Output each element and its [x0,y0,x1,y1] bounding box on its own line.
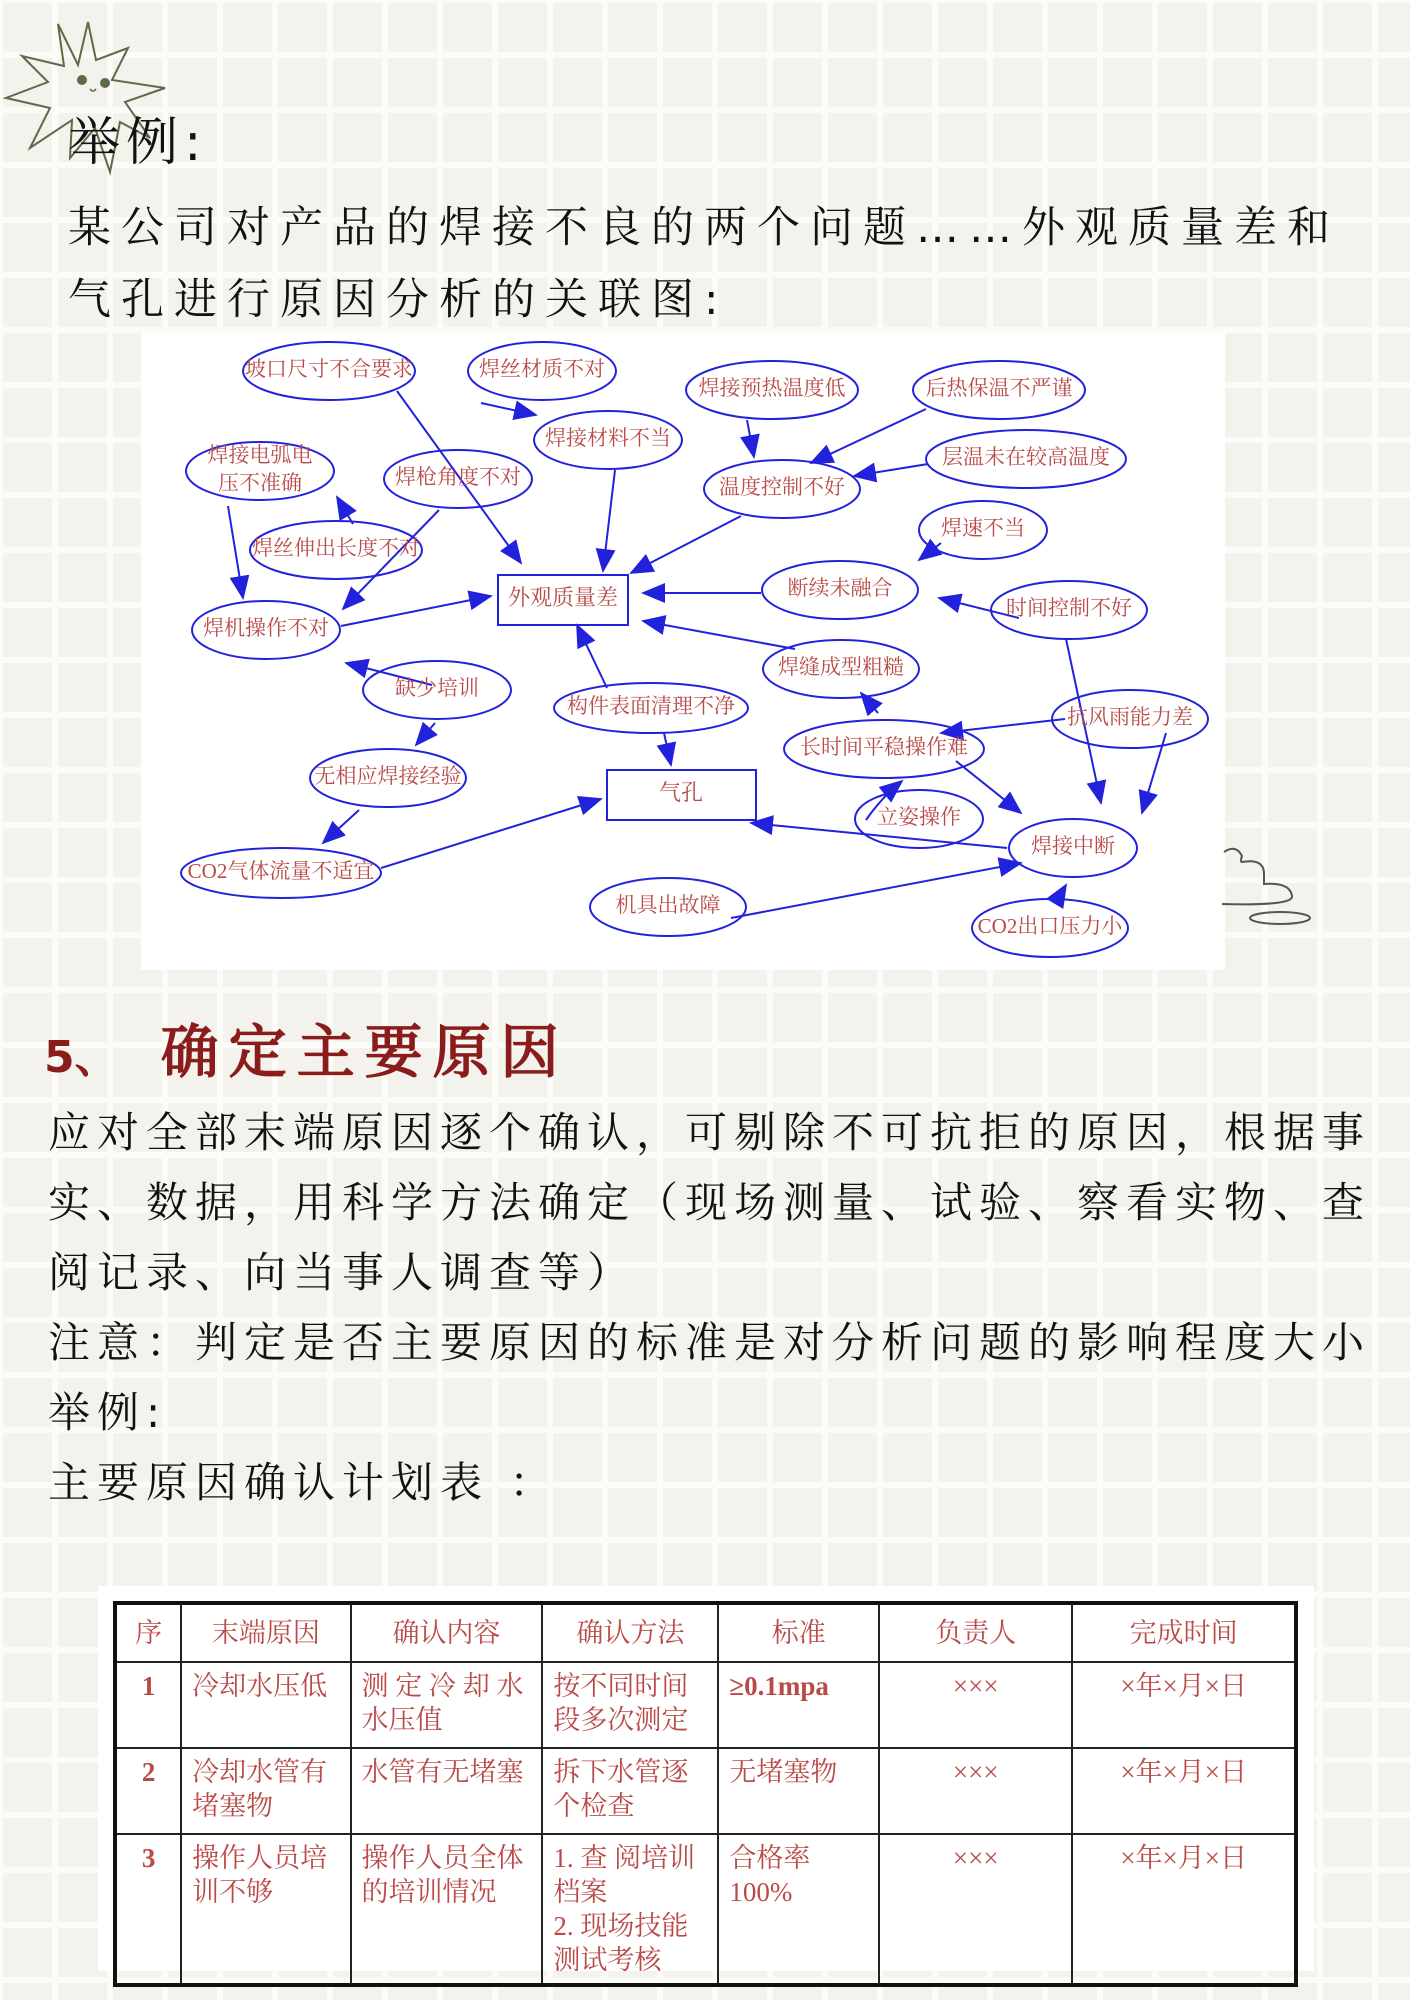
header-owner: 负责人 [879,1603,1072,1662]
node-temp-control: 温度控制不好 [719,474,845,499]
table-header-row [115,1603,1296,1662]
cell-time: ×年×月×日 [1072,1662,1296,1748]
table-row [115,1834,1296,1985]
confirmation-plan-table [113,1601,1298,1987]
body-paragraph-table-caption: 主要原因确认计划表 ： [48,1458,559,1507]
cell-time: ×年×月×日 [1072,1834,1296,1985]
cell-cause: 冷却水管有堵塞物 [181,1748,350,1834]
cell-no: 1 [115,1662,181,1748]
node-standing-operation: 立姿操作 [877,804,961,829]
cell-content: 水管有无堵塞 [351,1748,543,1834]
body-paragraph-1: 应对全部末端原因逐个确认，可剔除不可抗拒的原因，根据事实、数据，用科学方法确定（现场测量、试验、察看实物、查阅记录、向当事人调查等） [48,1108,1372,1297]
cell-standard: 无堵塞物 [718,1748,879,1834]
node-post-heat: 后热保温不严谨 [925,375,1073,400]
node-co2-flow: CO2气体流量不适宜 [187,858,375,883]
cloud-doodle-icon [1222,840,1322,930]
node-wire-stickout: 焊丝伸出长度不对 [252,535,420,560]
cell-content: 操作人员全体的培训情况 [351,1834,543,1985]
node-rough-seam: 焊缝成型粗糙 [778,654,904,679]
cell-method: 按不同时间段多次测定 [542,1662,718,1748]
node-intermittent-fusion: 断续未融合 [787,575,893,600]
node-surface-cleaning: 构件表面清理不净 [567,693,735,718]
node-interpass-temp: 层温未在较高温度 [942,444,1110,469]
body-paragraph-note: 注意：判定是否主要原因的标准是对分析问题的影响程度大小 [48,1318,1372,1367]
confirmation-plan-table-panel [98,1586,1314,1975]
cell-cause: 冷却水压低 [181,1662,350,1748]
cell-method: 1. 查 阅培训档案 2. 现场技能测试考核 [542,1834,718,1985]
body-paragraph-example: 举例: [48,1388,168,1437]
header-method: 确认方法 [542,1603,718,1662]
node-welding-speed: 焊速不当 [941,515,1025,540]
node-machine-operation: 焊机操作不对 [203,615,329,640]
node-no-experience: 无相应焊接经验 [314,763,462,788]
header-no: 序 [115,1603,181,1662]
cell-standard: 合格率100% [718,1834,879,1985]
intro-text: 某公司对产品的焊接不良的两个问题……外观质量差和气孔进行原因分析的关联图: [68,203,1340,325]
section-number: 5、 [44,1032,119,1083]
cell-owner: ××× [879,1662,1072,1748]
problem-porosity: 气孔 [658,780,704,806]
section-title: 确定主要原因 [160,1018,569,1086]
header-standard: 标准 [718,1603,879,1662]
node-co2-pressure: CO2出口压力小 [977,913,1123,938]
cell-standard: ≥0.1mpa [718,1662,879,1748]
cell-owner: ××× [879,1748,1072,1834]
header-cause: 末端原因 [181,1603,350,1662]
node-time-control: 时间控制不好 [1006,595,1132,620]
section-body [48,1098,1398,1518]
cell-no: 2 [115,1748,181,1834]
relationship-diagram [141,333,1225,970]
node-torch-angle: 焊枪角度不对 [395,464,521,489]
node-welding-material: 焊接材料不当 [545,425,671,450]
node-welding-interruption: 焊接中断 [1031,833,1115,858]
cell-no: 3 [115,1834,181,1985]
cell-method: 拆下水管逐个检查 [542,1748,718,1834]
example-heading: 举例: [68,113,208,173]
section-heading [44,1005,569,1089]
node-preheat-temp: 焊接预热温度低 [698,375,846,400]
node-arc-voltage-line2: 压不准确 [218,470,302,495]
cell-owner: ××× [879,1834,1072,1985]
node-machine-fault: 机具出故障 [615,892,721,917]
cell-content: 测 定 冷 却 水水压值 [351,1662,543,1748]
node-arc-voltage-line1: 焊接电弧电 [207,442,313,467]
node-bevel-size: 坡口尺寸不合要求 [245,356,413,381]
cell-cause: 操作人员培训不够 [181,1834,350,1985]
header-time: 完成时间 [1072,1603,1296,1662]
header-content: 确认内容 [351,1603,543,1662]
table-row [115,1748,1296,1834]
node-lack-training: 缺少培训 [395,675,479,700]
node-wire-material: 焊丝材质不对 [479,356,605,381]
problem-appearance: 外观质量差 [507,585,619,611]
table-row [115,1662,1296,1748]
node-stable-operation: 长时间平稳操作难 [800,734,968,759]
cell-time: ×年×月×日 [1072,1748,1296,1834]
node-weather-resistance: 抗风雨能力差 [1067,704,1193,729]
